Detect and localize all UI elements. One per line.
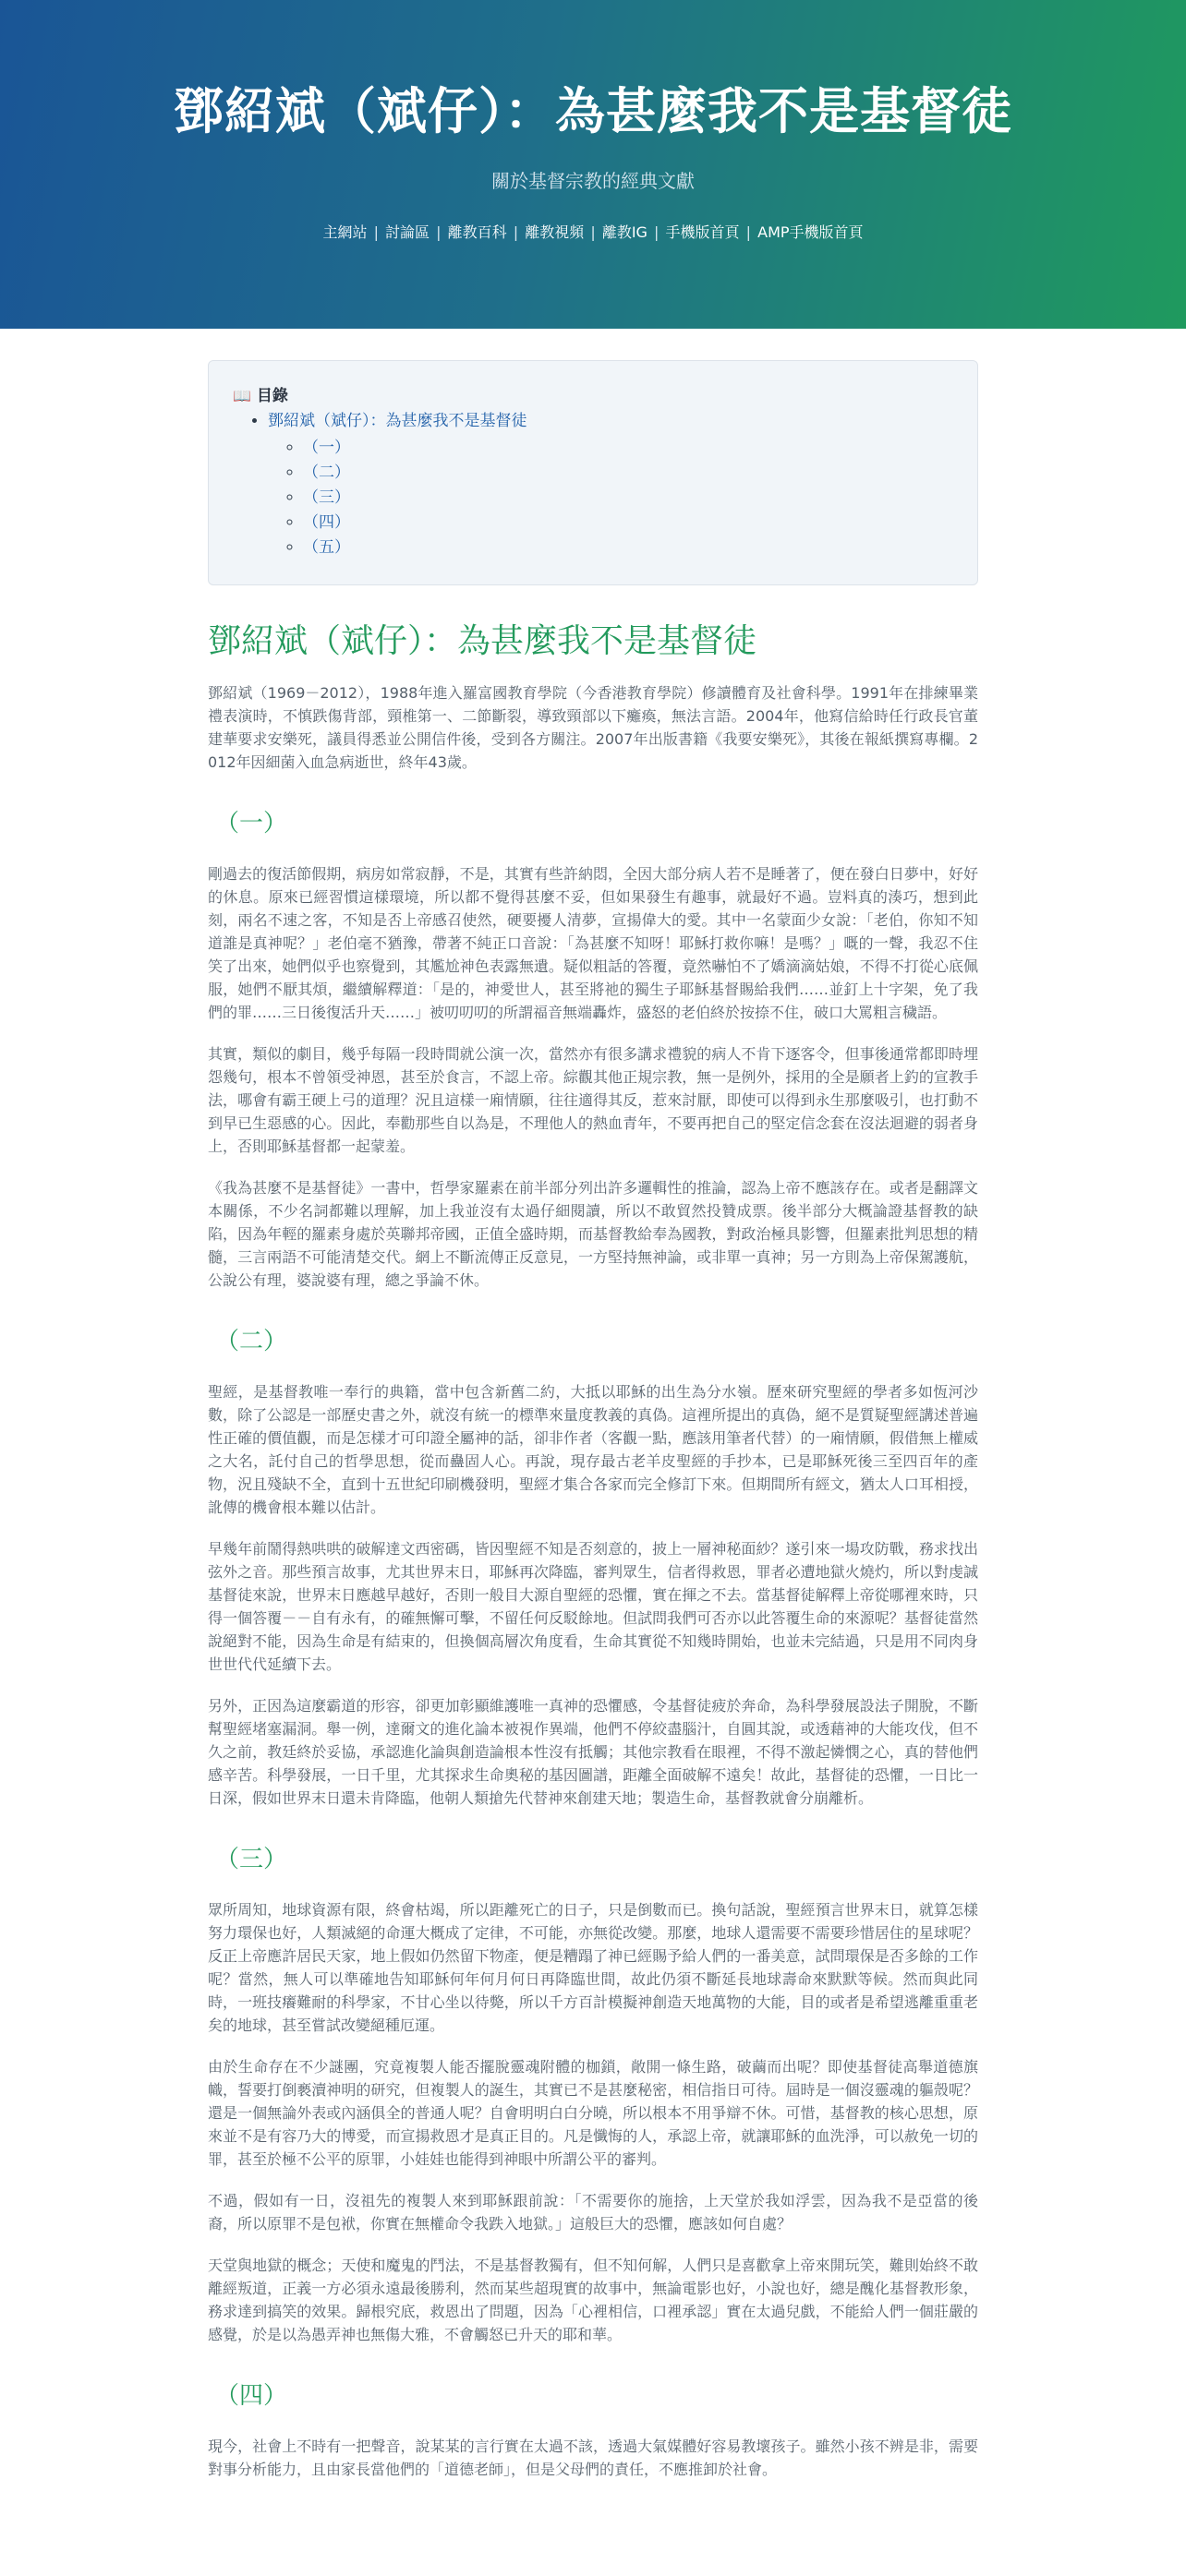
toc-link-section-2[interactable]: （二） <box>303 463 350 482</box>
nav-link-videos[interactable]: 離教視頻 <box>525 223 585 241</box>
nav-separator: | <box>373 223 379 241</box>
section-heading-1: （一） <box>215 810 288 837</box>
nav-link-mobile-home[interactable]: 手機版首頁 <box>665 223 740 241</box>
toc-link-section-1[interactable]: （一） <box>303 439 350 457</box>
section-heading-2: （二） <box>215 1328 288 1355</box>
toc-subitem <box>303 436 953 461</box>
section-2-paragraph: 早幾年前鬧得熱哄哄的破解達文西密碼，皆因聖經不知是否刻意的，披上一層神秘面紗？遂引來一場攻防戰，務求找出弦外之音。那些預言故事，尤其世界末日，耶穌再次降臨，審判眾生，信者得救恩，罪者必遭地獄火燒灼，所以對虔誠基督徒來說，世界末日應越早越好，否則一般目大源自聖經的恐懼，實在揮之不去。當基督徒解釋上帝從哪裡來時，只得一個答覆－－自有永有，的確無懈可擊，不留任何反駁餘地。但試問我們可否亦以此答覆生命的來源呢？基督徒當然說絕對不能，因為生命是有結束的，但換個高層次角度看，生命其實從不知幾時開始，也並未完結過，只是用不同肉身世世代代延續下去。 <box>208 1540 978 1673</box>
article-title: 鄧紹斌（斌仔）：為甚麼我不是基督徒 <box>208 622 757 660</box>
table-of-contents <box>208 360 978 585</box>
site-title: 鄧紹斌（斌仔）：為甚麼我不是基督徒 <box>174 82 1012 140</box>
section-3-paragraph: 由於生命存在不少謎團，究竟複製人能否擺脫靈魂附體的枷鎖，敞開一條生路，破繭而出呢？即使基督徒高舉道德旗幟，誓要打倒褻瀆神明的研究，但複製人的誕生，其實已不是甚麼秘密，相信指日可待。屆時是一個沒靈魂的軀殼呢？還是一個無論外表或內涵俱全的普通人呢？自會明明白白分曉，所以根本不用爭辯不休。可惜，基督教的核心思想，原來並不是有容乃大的博愛，而宣揚救恩才是真正目的。凡是懺悔的人，承認上帝，就讓耶穌的血洗淨，可以赦免一切的罪，甚至於極不公平的原罪，小娃娃也能得到神眼中所謂公平的審判。 <box>208 2058 978 2168</box>
section-4-paragraph: 現今，社會上不時有一把聲音，說某某的言行實在太過不該，透過大氣媒體好容易教壞孩子。雖然小孩不辨是非，需要對事分析能力，且由家長當他們的「道德老師」，但是父母們的責任，不應推卸於社會。 <box>208 2438 978 2478</box>
section-1-paragraph: 剛過去的復活節假期，病房如常寂靜，不是，其實有些許納悶，全因大部分病人若不是睡著了，便在發白日夢中，好好的休息。原來已經習慣這樣環境，所以都不覺得甚麼不妥，但如果發生有趣事，就最好不過。豈料真的湊巧，想到此刻，兩名不速之客，不知是否上帝感召使然，硬要擾人清夢，宣揚偉大的愛。其中一名蒙面少女說：「老伯，你知不知道誰是真神呢？」老伯毫不猶豫，帶著不純正口音說：「為甚麼不知呀！耶穌打救你嘛！是嗎？」嘅的一聲，我忍不住笑了出來，她們似乎也察覺到，其尷尬神色表露無遺。疑似粗話的答覆，竟然嚇怕不了嬌滴滴姑娘，不得不打從心底佩服，她們不厭其煩，繼續解釋道：「是的，神愛世人，甚至將祂的獨生子耶穌基督賜給我們……並釘上十字架，免了我們的罪……三日後復活升天……」被叨叨叨的所謂福音無端轟炸，盛怒的老伯終於按捺不住，破口大罵粗言穢語。 <box>208 865 978 1021</box>
nav-link-amp-home[interactable]: AMP手機版首頁 <box>757 223 864 241</box>
page-header <box>0 0 1186 329</box>
nav-link-wiki[interactable]: 離教百科 <box>447 223 507 241</box>
toc-subitem <box>303 486 953 511</box>
section-1-paragraph: 其實，類似的劇目，幾乎每隔一段時間就公演一次，當然亦有很多講求禮貌的病人不肯下逐客令，但事後通常都即時埋怨幾句，根本不曾領受神恩，甚至於食言，不認上帝。綜觀其他正規宗教，無一是例外，採用的全是願者上釣的宣教手法，哪會有霸王硬上弓的道理？況且這樣一廂情願，往往適得其反，惹來討厭，即使可以得到永生那麼吸引，也打動不到早已生惡感的心。因此，奉勸那些自以為是，不理他人的熱血青年，不要再把自己的堅定信念套在沒法迴避的弱者身上，否則耶穌基督都一起蒙羞。 <box>208 1045 978 1155</box>
section-2-paragraph: 另外，正因為這麼霸道的形容，卻更加彰顯維護唯一真神的恐懼感，令基督徒疲於奔命，為科學發展設法子開脫，不斷幫聖經堵塞漏洞。舉一例，達爾文的進化論本被視作異端，他們不停絞盡腦汁，自圓其說，或透藉神的大能攻伐，但不久之前，教廷終於妥協，承認進化論與創造論根本性沒有抵觸；其他宗教看在眼裡，不得不激起憐憫之心，真的替他們感辛苦。科學發展，一日千里，尤其探求生命奧秘的基因圖譜，距離全面破解不遠矣！故此，基督徒的恐懼，一日比一日深，假如世界末日還未肯降臨，他朝人類搶先代替神來創建天地；製造生命，基督教就會分崩離析。 <box>208 1697 978 1807</box>
nav-separator: | <box>590 223 596 241</box>
section-1-paragraph: 《我為甚麼不是基督徒》一書中，哲學家羅素在前半部分列出許多邏輯性的推論，認為上帝不應該存在。或者是翻譯文本關係，不少名詞都難以理解，加上我並沒有太過仔細閱讀，所以不敢貿然投贊成票。後半部分大概論證基督教的缺陷，因為年輕的羅素身處於英聯邦帝國，正值全盛時期，而基督教給奉為國教，對政治極具影響，但羅素批判思想的精髓，三言兩語不可能清楚交代。網上不斷流傳正反意見，一方堅持無神論，或非單一真神；另一方則為上帝保駕護航，公說公有理，婆說婆有理，總之爭論不休。 <box>208 1179 978 1289</box>
top-nav <box>0 222 1186 244</box>
toc-title <box>233 385 953 407</box>
nav-link-main-site[interactable]: 主網站 <box>322 223 368 241</box>
toc-link-section-4[interactable]: （四） <box>303 513 350 532</box>
toc-subitem <box>303 511 953 536</box>
nav-link-ig[interactable]: 離教IG <box>601 223 647 241</box>
toc-subitem <box>303 536 953 560</box>
toc-link-article[interactable]: 鄧紹斌（斌仔）：為甚麼我不是基督徒 <box>268 412 527 430</box>
section-3-paragraph: 眾所周知，地球資源有限，終會枯竭，所以距離死亡的日子，只是倒數而已。換句話說，聖經預言世界末日，就算怎樣努力環保也好，人類滅絕的命運大概成了定律，不可能，亦無從改變。那麼，地球人還需要不需要珍惜居住的星球呢？反正上帝應許居民天家，地上假如仍然留下物產，便是糟蹋了神已經賜予給人們的一番美意，試問環保是否多餘的工作呢？當然，無人可以準確地告知耶穌何年何月何日再降臨世間，故此仍須不斷延長地球壽命來默默等候。然而與此同時，一班技癢難耐的科學家，不甘心坐以待斃，所以千方百計模擬神創造天地萬物的大能，目的或者是希望逃離重重老矣的地球，甚至嘗試改變絕種厄運。 <box>208 1901 978 2034</box>
site-subtitle: 關於基督宗教的經典文獻 <box>491 170 695 192</box>
section-3-paragraph: 天堂與地獄的概念；天使和魔鬼的鬥法，不是基督教獨有，但不知何解，人們只是喜歡拿上帝來開玩笑，難則始終不敢離經叛道，正義一方必須永遠最後勝利，然而某些超現實的故事中，無論電影也好，小說也好，總是醜化基督教形象，務求達到搞笑的效果。歸根究底，救恩出了問題，因為「心裡相信，口裡承認」實在太過兒戲，不能給人們一個莊嚴的感覺，於是以為愚弄神也無傷大雅，不會觸怒已升天的耶和華。 <box>208 2257 978 2343</box>
toc-list <box>233 409 953 560</box>
nav-separator: | <box>436 223 442 241</box>
section-3-paragraph: 不過，假如有一日，沒祖先的複製人來到耶穌跟前說：「不需要你的施捨，上天堂於我如浮雲，因為我不是亞當的後裔，所以原罪不是包袱，你實在無權命令我跌入地獄。」這般巨大的恐懼，應該如何自處？ <box>208 2192 978 2233</box>
nav-link-forum[interactable]: 討論區 <box>385 223 430 241</box>
article-intro: 鄧紹斌（1969－2012），1988年進入羅富國教育學院（今香港教育學院）修讀體育及社會科學。1991年在排練畢業禮表演時，不慎跌傷背部，頸椎第一、二節斷裂，導致頸部以下癱瘓，無法言語。2004年，他寫信給時任行政長官董建華要求安樂死，議員得悉並公開信件後，受到各方關注。2007年出版書籍《我要安樂死》，其後在報紙撰寫專欄。2012年因細菌入血急病逝世，終年43歲。 <box>208 684 978 771</box>
toc-item-main <box>268 409 953 560</box>
nav-separator: | <box>654 223 660 241</box>
nav-separator: | <box>513 223 519 241</box>
section-heading-3: （三） <box>215 1846 288 1873</box>
nav-separator: | <box>745 223 752 241</box>
main-content <box>208 360 978 2481</box>
toc-title-label: 目錄 <box>256 387 288 405</box>
toc-link-section-3[interactable]: （三） <box>303 488 350 507</box>
article <box>208 619 978 2481</box>
toc-sublist <box>268 436 953 560</box>
toc-link-section-5[interactable]: （五） <box>303 538 350 557</box>
section-2-paragraph: 聖經，是基督教唯一奉行的典籍，當中包含新舊二約，大抵以耶穌的出生為分水嶺。歷來研究聖經的學者多如恆河沙數，除了公認是一部歷史書之外，就沒有統一的標準來量度教義的真偽。這裡所提出的真偽，絕不是質疑聖經講述普遍性正確的價值觀，而是怎樣才可印證全屬神的話，卻非作者（客觀一點，應該用筆者代替）的一廂情願，假借無上權威之大名，託付自己的哲學思想，從而蠱固人心。再說，現存最古老羊皮聖經的手抄本，已是耶穌死後三至四百年的產物，況且殘缺不全，直到十五世紀印刷機發明，聖經才集合各家而完全修訂下來。但期間所有經文，猶太人口耳相授，訛傳的機會根本難以估計。 <box>208 1383 978 1516</box>
book-icon: 📖 <box>233 387 251 404</box>
section-heading-4: （四） <box>215 2382 288 2410</box>
toc-subitem <box>303 461 953 486</box>
